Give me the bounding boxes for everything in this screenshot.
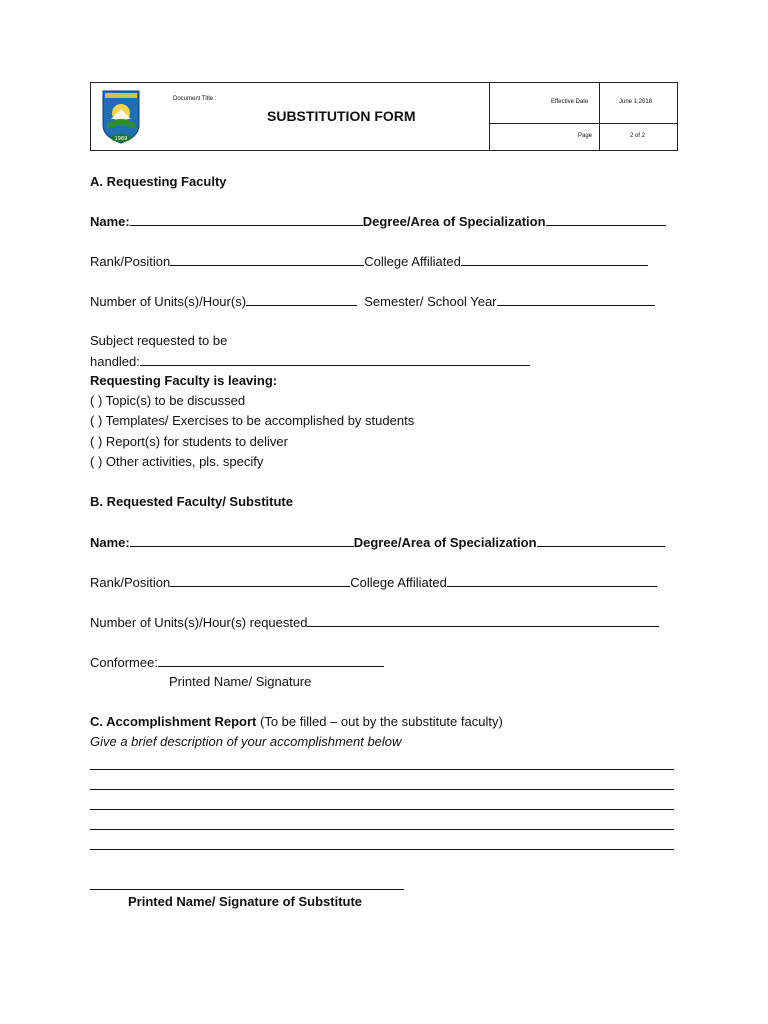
a-name-row [90, 213, 666, 230]
a-option-reports[interactable]: ( ) Report(s) for students to deliver [90, 434, 288, 449]
a-college-label: College Affiliated [364, 254, 461, 269]
a-subject-label-1: Subject requested to be [90, 333, 228, 348]
section-a-heading: A. Requesting Faculty [90, 174, 227, 189]
b-college-field[interactable] [447, 574, 657, 587]
b-units-label: Number of Units(s)/Hour(s) requested [90, 615, 308, 630]
a-option-topics[interactable]: ( ) Topic(s) to be discussed [90, 393, 246, 408]
a-rank-label: Rank/Position [90, 254, 171, 269]
a-units-row [90, 293, 655, 310]
section-c-heading-row [90, 714, 503, 730]
a-leaving-heading: Requesting Faculty is leaving: [90, 373, 278, 388]
a-units-label: Number of Units(s)/Hour(s) [90, 294, 247, 309]
a-subject-field[interactable] [140, 353, 530, 366]
b-degree-label: Degree/Area of Specialization [353, 535, 537, 550]
header-divider [489, 123, 677, 124]
b-conformee-label: Conformee: [90, 655, 158, 670]
section-c-heading: C. Accomplishment Report [90, 714, 257, 729]
a-name-label: Name: [90, 214, 130, 229]
a-name-field[interactable] [130, 213, 363, 226]
b-name-row [90, 534, 665, 551]
b-name-field[interactable] [130, 534, 354, 547]
a-degree-field[interactable] [546, 213, 666, 226]
accomplishment-line[interactable] [90, 829, 674, 830]
accomplishment-line[interactable] [90, 809, 674, 810]
substitute-signature-label: Printed Name/ Signature of Substitute [128, 894, 363, 909]
a-option-templates[interactable]: ( ) Templates/ Exercises to be accomplished by students [90, 413, 415, 428]
accomplishment-line[interactable] [90, 849, 674, 850]
header-divider [599, 83, 600, 150]
b-conformee-field[interactable] [158, 654, 384, 667]
a-subject-row [90, 353, 530, 370]
a-semester-field[interactable] [497, 293, 655, 306]
b-units-row [90, 614, 659, 631]
university-logo [99, 89, 143, 145]
b-printed-name-label: Printed Name/ Signature [169, 674, 312, 689]
b-degree-field[interactable] [537, 534, 665, 547]
substitute-signature-line[interactable] [90, 889, 404, 890]
a-rank-field[interactable] [170, 253, 364, 266]
document-title-label: Document Title : [173, 96, 217, 102]
logo-year: 1969 [114, 136, 128, 142]
section-c-instruction: Give a brief description of your accomplishment below [90, 734, 402, 749]
section-b-heading: B. Requested Faculty/ Substitute [90, 494, 293, 509]
effective-date-label: Effective Date [551, 99, 589, 105]
accomplishment-line[interactable] [90, 789, 674, 790]
a-semester-label: Semester/ School Year [364, 294, 497, 309]
effective-date-value: June 1,2018 [619, 99, 653, 105]
accomplishment-line[interactable] [90, 769, 674, 770]
a-degree-label: Degree/Area of Specialization [362, 214, 546, 229]
form-title: SUBSTITUTION FORM [267, 108, 416, 124]
b-rank-field[interactable] [170, 574, 350, 587]
b-units-field[interactable] [307, 614, 659, 627]
a-rank-row [90, 253, 648, 270]
b-name-label: Name: [90, 535, 130, 550]
page-label: Page [578, 133, 593, 139]
section-c-heading-note: (To be filled – out by the substitute faculty) [256, 714, 503, 729]
b-conformee-row [90, 654, 384, 671]
a-option-other[interactable]: ( ) Other activities, pls. specify [90, 454, 264, 469]
a-college-field[interactable] [461, 253, 648, 266]
a-units-field[interactable] [246, 293, 357, 306]
b-rank-label: Rank/Position [90, 575, 171, 590]
b-rank-row [90, 574, 657, 591]
a-subject-label-2: handled: [90, 354, 140, 369]
page-value: 2 of 2 [630, 133, 646, 139]
document-header-table [90, 82, 678, 151]
b-college-label: College Affiliated [350, 575, 447, 590]
header-divider [489, 83, 490, 150]
